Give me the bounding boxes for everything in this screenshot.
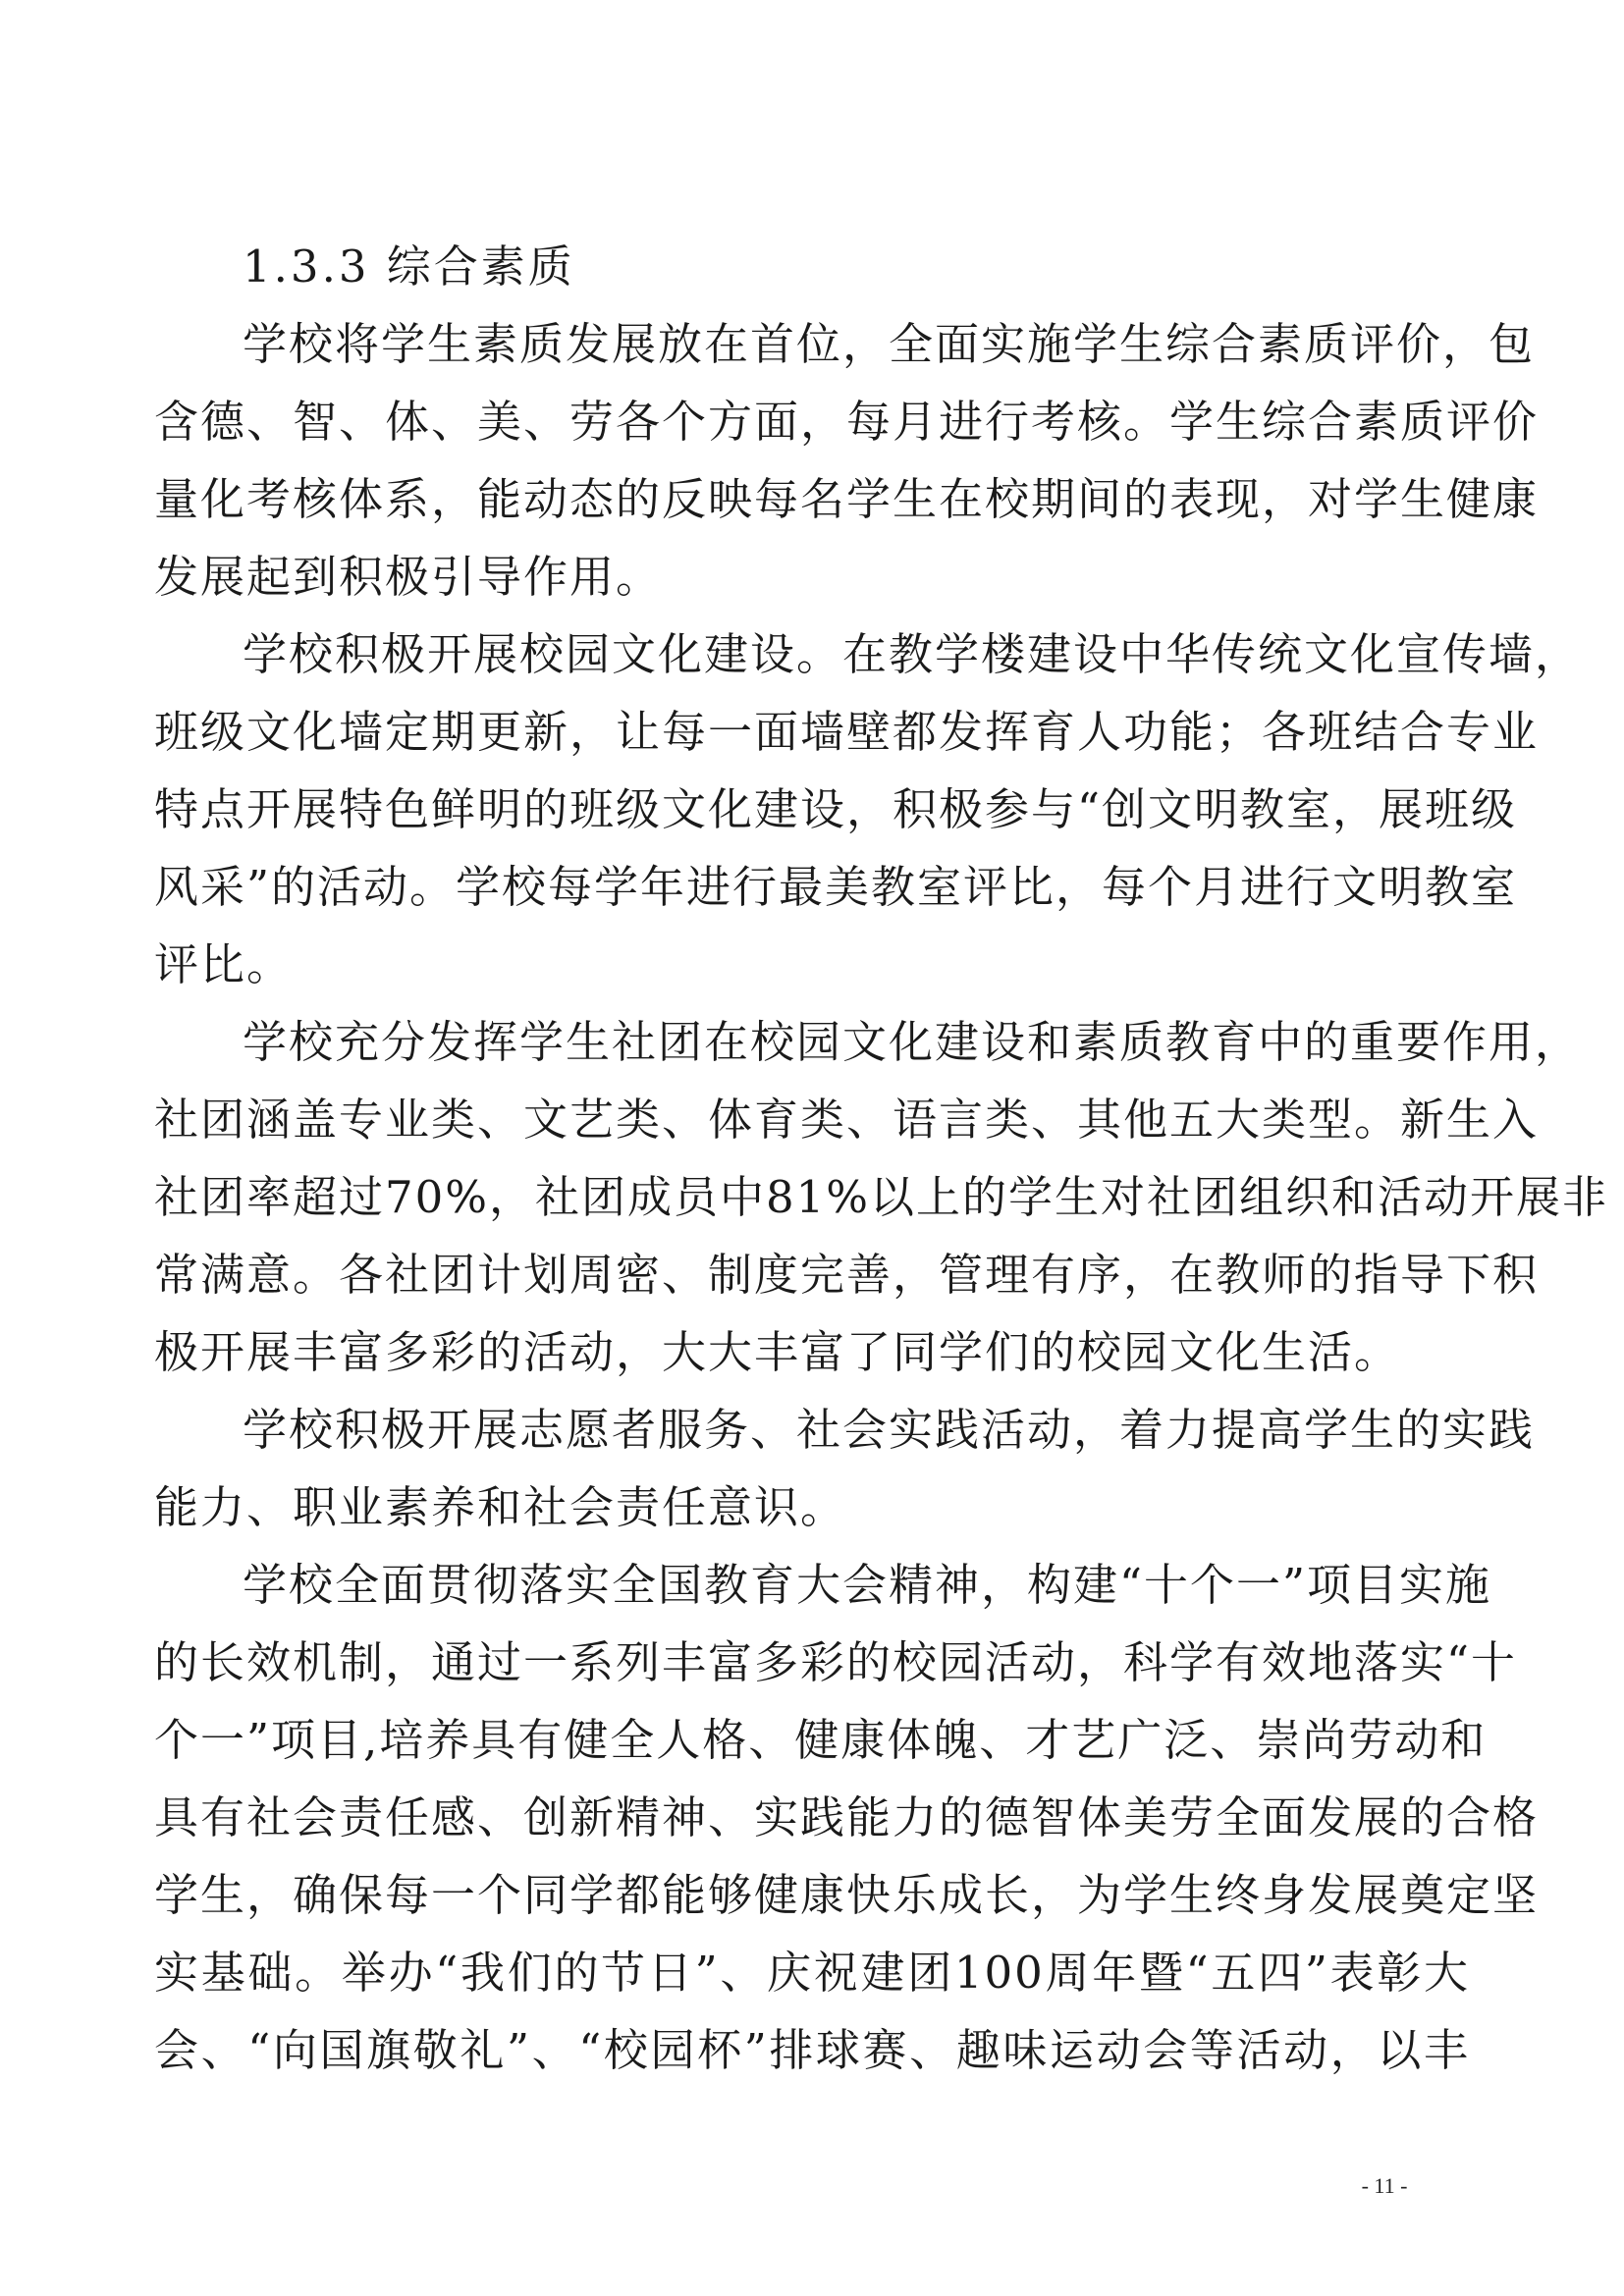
paragraph-line: 发展起到积极引导作用。 [154,551,663,603]
paragraph-line: 评比。 [154,938,294,990]
paragraph-line: 能力、职业素养和社会责任意识。 [154,1481,847,1533]
paragraph-line: 的长效机制，通过一系列丰富多彩的校园活动，科学有效地落实“十 [154,1636,1518,1688]
paragraph-line: 学校全面贯彻落实全国教育大会精神，构建“十个一”项目实施 [243,1559,1492,1611]
paragraph-line: 实基础。举办“我们的节日”、庆祝建团100周年暨“五四”表彰大 [154,1947,1470,1999]
paragraph-line: 学校积极开展志愿者服务、社会实践活动，着力提高学生的实践 [243,1404,1536,1456]
paragraph-line: 班级文化墙定期更新，让每一面墙壁都发挥育人功能；各班结合专业 [154,706,1540,758]
paragraph-line: 学校将学生素质发展放在首位，全面实施学生综合素质评价，包 [243,318,1536,370]
paragraph-line: 会、“向国旗敬礼”、“校园杯”排球赛、趣味运动会等活动，以丰 [154,2024,1470,2076]
paragraph-line: 常满意。各社团计划周密、制度完善，管理有序，在教师的指导下积 [154,1249,1540,1301]
paragraph-line: 学生，确保每一个同学都能够健康快乐成长，为学生终身发展奠定坚 [154,1869,1540,1921]
paragraph-line: 具有社会责任感、创新精神、实践能力的德智体美劳全面发展的合格 [154,1791,1540,1843]
paragraph-line: 风采”的活动。学校每学年进行最美教室评比，每个月进行文明教室 [154,861,1518,913]
paragraph-line: 社团率超过70%，社团成员中81%以上的学生对社团组织和活动开展非 [154,1171,1609,1223]
paragraph-line: 个一”项目,培养具有健全人格、健康体魄、才艺广泛、崇尚劳动和 [154,1714,1488,1766]
paragraph-line: 极开展丰富多彩的活动，大大丰富了同学们的校园文化生活。 [154,1326,1401,1378]
section-heading: 1.3.3 综合素质 [243,240,575,293]
paragraph-line: 含德、智、体、美、劳各个方面，每月进行考核。学生综合素质评价 [154,396,1540,448]
paragraph-line: 特点开展特色鲜明的班级文化建设，积极参与“创文明教室，展班级 [154,783,1518,835]
paragraph-line: 学校积极开展校园文化建设。在教学楼建设中华传统文化宣传墙， [243,628,1582,680]
body-text [154,228,1609,2089]
page-number: - 11 - [1361,2173,1408,2198]
paragraph-line: 量化考核体系，能动态的反映每名学生在校期间的表现，对学生健康 [154,473,1540,525]
paragraph-line: 学校充分发挥学生社团在校园文化建设和素质教育中的重要作用， [243,1016,1582,1068]
paragraph-line: 社团涵盖专业类、文艺类、体育类、语言类、其他五大类型。新生入 [154,1094,1540,1146]
